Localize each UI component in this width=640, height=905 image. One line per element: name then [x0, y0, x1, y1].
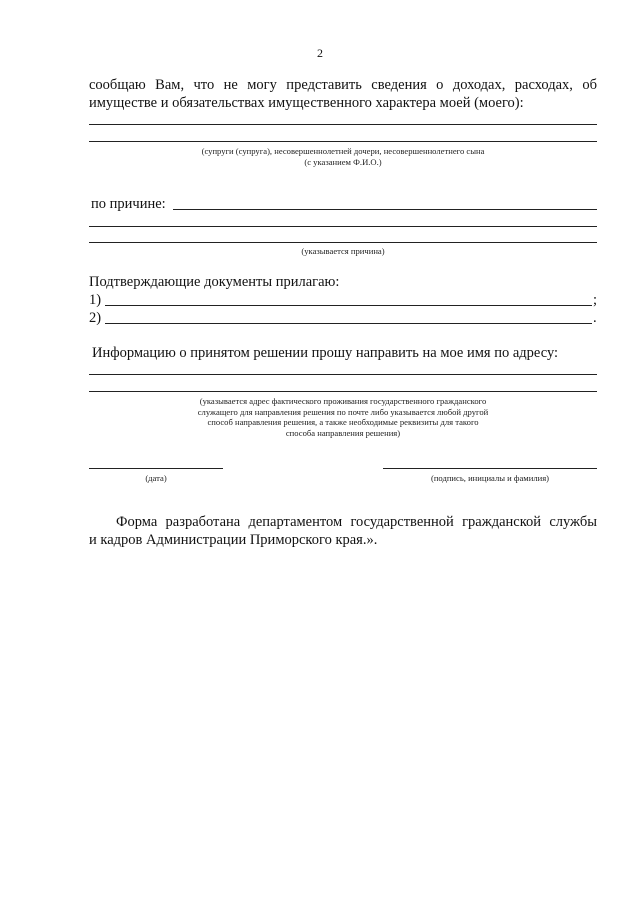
reason-label: по причине: — [91, 196, 166, 212]
footer-line-1: Форма разработана департаментом государственной гражданской службы — [116, 514, 597, 530]
reason-caption: (указывается причина) — [301, 246, 385, 256]
intro-caption-1: (супруги (супруга), несовершеннолетней дочери, несовершеннолетнего сына — [201, 146, 485, 156]
documents-heading: Подтверждающие документы прилагаю: — [89, 274, 340, 290]
date-caption: (дата) — [145, 473, 167, 483]
fill-line — [89, 141, 597, 142]
signature-line — [383, 468, 597, 469]
document-item-number: 1) — [89, 292, 102, 308]
fill-line — [89, 374, 597, 375]
footer-line-2: и кадров Администрации Приморского края.». — [89, 532, 378, 548]
fill-line — [89, 242, 597, 243]
fill-line — [89, 226, 597, 227]
intro-line-2: имуществе и обязательствах имущественного характера моей (моего): — [89, 95, 524, 111]
page-number: 2 — [317, 46, 323, 60]
fill-line — [105, 305, 592, 306]
fill-line — [105, 323, 592, 324]
signature-caption: (подпись, инициалы и фамилия) — [430, 473, 550, 483]
address-caption-1: (указывается адрес фактического проживания государственного гражданского — [199, 396, 487, 406]
fill-line — [89, 124, 597, 125]
address-caption-3: способ направления решения, а также необходимые реквизиты для такого — [207, 417, 479, 427]
document-item-end: . — [593, 310, 597, 326]
fill-line — [173, 209, 597, 210]
date-line — [89, 468, 223, 469]
address-caption-4: способа направления решения) — [285, 427, 401, 438]
address-heading: Информацию о принятом решении прошу направить на мое имя по адресу: — [92, 345, 559, 361]
intro-line-1: сообщаю Вам, что не могу представить сведения о доходах, расходах, об — [89, 77, 597, 93]
fill-line — [89, 391, 597, 392]
intro-caption-2: (с указанием Ф.И.О.) — [304, 157, 382, 167]
document-item-end: ; — [593, 292, 598, 308]
document-item-number: 2) — [89, 310, 102, 326]
address-caption-2: служащего для направления решения по почте либо указывается любой другой — [197, 406, 489, 417]
